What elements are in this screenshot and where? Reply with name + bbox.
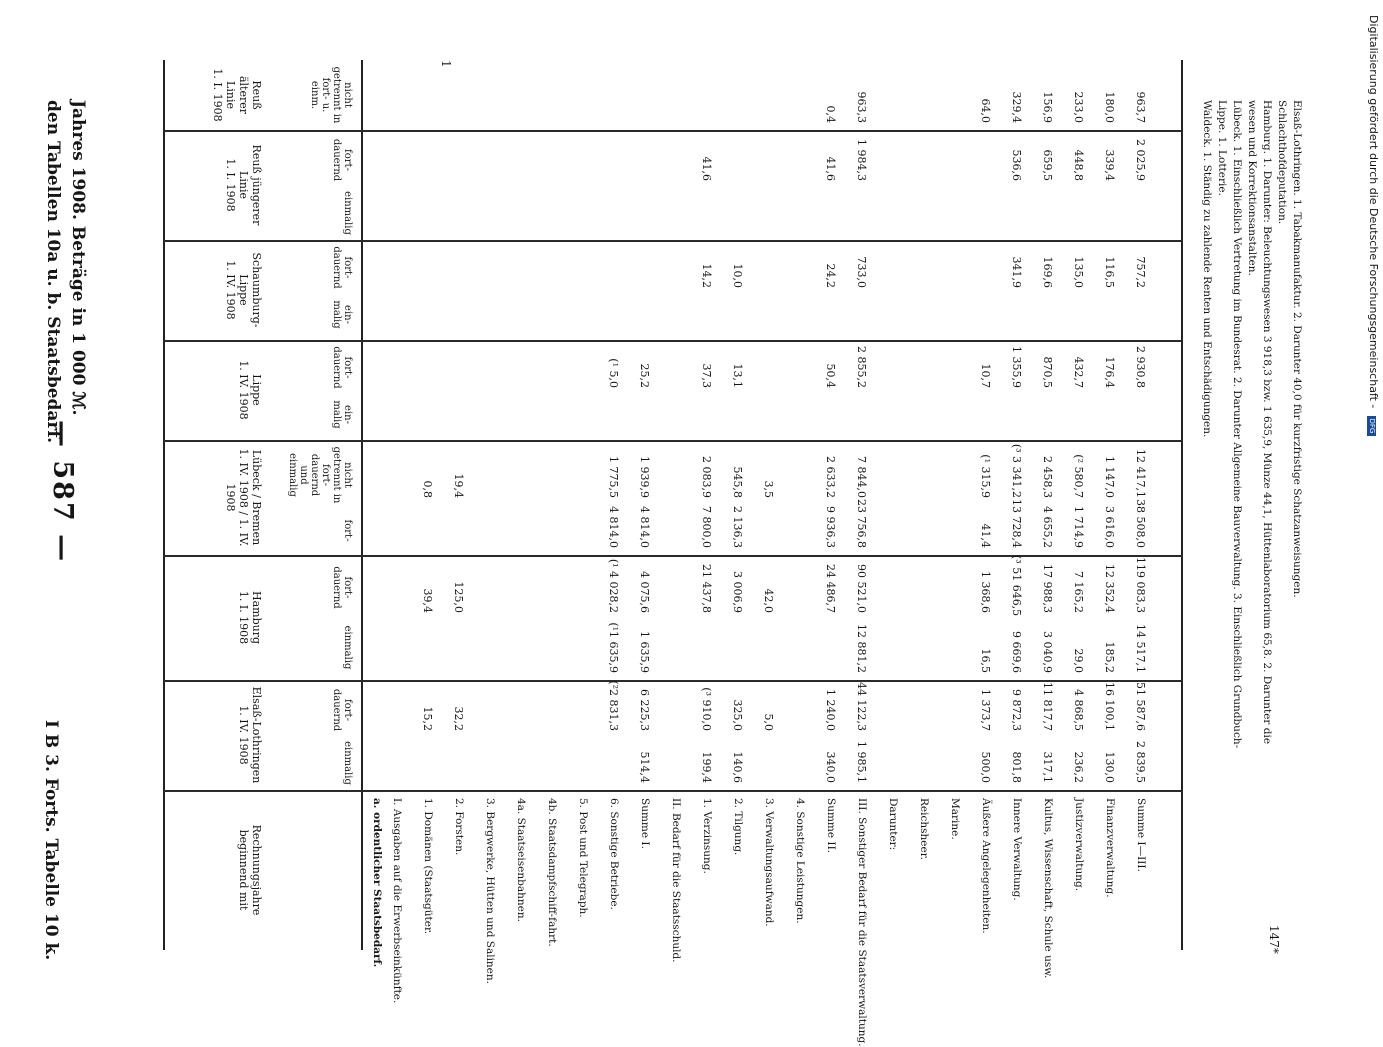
- table-title-left: den Tabellen 10a u. b. Staatsbedarf.: [43, 100, 63, 444]
- row-label: 3. Verwaltungsaufwand.: [763, 798, 775, 927]
- table-title-right: I B 3. Forts. Tabelle 10 k.: [41, 720, 61, 961]
- table-cell: 156,9: [1041, 91, 1054, 123]
- table-cell: 2 930,8: [1134, 346, 1147, 388]
- table-cell: 545,8: [731, 466, 744, 498]
- table-cell: 1 985,1: [855, 741, 868, 783]
- table-cell: 24,2: [824, 263, 837, 288]
- row-label: 1. Domänen (Staatsgüter.: [422, 798, 434, 935]
- table-cell: 329,4: [1010, 91, 1023, 123]
- table-cell: 9 872,3: [1010, 689, 1023, 731]
- col-head-schaumburg: Schaumburg-Lippe 1. IV. 1908: [224, 252, 263, 328]
- row-label: 2. Forsten.: [453, 798, 465, 856]
- table-cell: 1 635,9: [638, 631, 651, 673]
- table-cell: 233,0: [1072, 91, 1085, 123]
- row-label: Finanzverwaltung.: [1104, 798, 1116, 898]
- table-cell: 38 508,0: [1134, 499, 1147, 548]
- col-sub: fort-dauernd: [331, 138, 353, 182]
- col-sub: fort-dauernd: [331, 346, 353, 389]
- table-cell: 2 855,2: [855, 346, 868, 388]
- table-subtitle: Jahres 1908. Beträge in 1 000 ℳ.: [68, 100, 88, 416]
- table-cell: 500,0: [979, 751, 992, 783]
- row-label: Summe II.: [825, 798, 837, 854]
- table-cell: 64,0: [979, 98, 992, 123]
- table-cell: (¹ 5,0: [607, 358, 620, 388]
- table-cell: 13,1: [731, 363, 744, 388]
- col-sub: nicht getrennt in fort- u. einm.: [309, 66, 353, 124]
- table-cell: 23 756,8: [855, 499, 868, 548]
- table-cell: 2 839,5: [1134, 741, 1147, 783]
- table-cell: 25,2: [638, 363, 651, 388]
- table-cell: 801,8: [1010, 751, 1023, 783]
- page-bottom-right: 147*: [1267, 925, 1281, 954]
- table-cell: 1 368,6: [979, 571, 992, 613]
- table-cell: 16,5: [979, 648, 992, 673]
- table-cell: 733,0: [855, 256, 868, 288]
- table-cell: 7 165,2: [1072, 571, 1085, 613]
- col-sep-1: [163, 130, 1183, 132]
- row-label: I. Ausgaben auf die Erwerbseinkünfte.: [391, 798, 403, 1004]
- table-cell: 0,8: [421, 480, 434, 498]
- table-cell: 13 728,4: [1010, 499, 1023, 548]
- table-cell: 4 868,5: [1072, 689, 1085, 731]
- col-sub: einmalig: [342, 741, 353, 785]
- table-cell: 24 486,7: [824, 564, 837, 613]
- row-label: Summe I—III.: [1135, 798, 1147, 872]
- table-cell: 2 633,2: [824, 456, 837, 498]
- col-sep-4: [163, 440, 1183, 442]
- table-cell: 3 006,9: [731, 571, 744, 613]
- row-label: 3. Bergwerke, Hütten und Salinen.: [484, 798, 496, 985]
- table-cell: 536,6: [1010, 149, 1023, 181]
- table-cell: 1 984,3: [855, 139, 868, 181]
- col-sub: fort-: [342, 519, 353, 542]
- table-cell: 14,2: [700, 263, 713, 288]
- table-cell: 341,9: [1010, 256, 1023, 288]
- table-cell: (¹ 4 028,2: [607, 558, 620, 613]
- col-sub: nicht getrennt in fort-dauernd und einmalig: [287, 446, 353, 504]
- col-head-reuss-aelt: Reuß älterer Linie 1. I. 1908: [211, 68, 263, 122]
- bottom-rule: [1181, 60, 1183, 950]
- table-cell: 963,7: [1134, 91, 1147, 123]
- table-cell: 41,4: [979, 523, 992, 548]
- table-cell: 9 936,3: [824, 506, 837, 548]
- table-cell: 340,0: [824, 751, 837, 783]
- row-label: Innere Verwaltung.: [1011, 798, 1023, 901]
- col-sep-3: [163, 340, 1183, 342]
- table-cell: 870,5: [1041, 356, 1054, 388]
- row-label: Marine.: [949, 798, 961, 840]
- table-cell: 6 225,3: [638, 689, 651, 731]
- table-cell: 41,6: [700, 156, 713, 181]
- row-label: Reichsheer.: [918, 798, 930, 860]
- table-cell: 1 939,9: [638, 456, 651, 498]
- table-cell: (²2 831,3: [607, 680, 620, 731]
- table-cell: 1 373,7: [979, 689, 992, 731]
- row-label: Darunter:: [887, 798, 899, 851]
- table-cell: 51 587,6: [1134, 682, 1147, 731]
- col-sub: ein-malig: [331, 400, 353, 429]
- row-label: Justizverwaltung.: [1073, 798, 1085, 892]
- table-cell: 4 814,0: [638, 506, 651, 548]
- table-cell: 125,0: [452, 581, 465, 613]
- table-cell: 4 814,0: [607, 506, 620, 548]
- table-cell: 4 655,2: [1041, 506, 1054, 548]
- table-cell: 7 800,0: [700, 506, 713, 548]
- table-cell: (¹1 635,9: [607, 622, 620, 673]
- table-cell: 32,2: [452, 706, 465, 731]
- table-cell: 16 100,1: [1103, 682, 1116, 731]
- table-cell: 11 817,7: [1041, 682, 1054, 731]
- row-label: 4b. Staatsdampfschiff-fahrt.: [546, 798, 558, 947]
- footnote: Schlachthofdeputation.: [1276, 100, 1288, 225]
- table-cell: (³ 3 341,2: [1010, 443, 1023, 498]
- col-sub: fort-dauernd: [331, 246, 353, 289]
- table-cell: 432,7: [1072, 356, 1085, 388]
- table-cell: 1 355,9: [1010, 346, 1023, 388]
- col-sep-5: [163, 555, 1183, 557]
- table-cell: 1 775,5: [607, 456, 620, 498]
- table-cell: 37,3: [700, 363, 713, 388]
- table-cell: 4 075,6: [638, 571, 651, 613]
- row-label: 4a. Staatseisenbahnen.: [515, 798, 527, 922]
- table-cell: 116,5: [1103, 256, 1116, 288]
- col-sep-2: [163, 240, 1183, 242]
- table-cell: 2 136,3: [731, 506, 744, 548]
- table-cell: 119 083,3: [1134, 557, 1147, 613]
- table-cell: 50,4: [824, 363, 837, 388]
- table-cell: 757,2: [1134, 256, 1147, 288]
- table-cell: 1 714,9: [1072, 506, 1085, 548]
- footnote: wesen und Korrektionsanstalten.: [1246, 100, 1258, 276]
- table-cell: 12 881,2: [855, 624, 868, 673]
- table-cell: 2 025,9: [1134, 139, 1147, 181]
- col-head-elsass: Elsaß-Lothringen 1. IV. 1908: [237, 686, 263, 784]
- table-cell: 180,0: [1103, 91, 1116, 123]
- row-label: 4. Sonstige Leistungen.: [794, 798, 806, 924]
- table-cell: 41,6: [824, 156, 837, 181]
- table-cell: 236,2: [1072, 751, 1085, 783]
- table-cell: 3 040,9: [1041, 631, 1054, 673]
- footnote: Lübeck. 1. Einschließlich Vertretung im Bundesrat. 2. Darunter Allgemeine Bauverwaltung. 3. Einschließlich Grundbuch-: [1231, 100, 1243, 749]
- table-cell: 199,4: [700, 751, 713, 783]
- table-cell: (³ 51 646,5: [1010, 555, 1023, 617]
- table-cell: 12 417,1: [1134, 449, 1147, 498]
- table-cell: 10,0: [731, 263, 744, 288]
- col-sub: ein-malig: [331, 300, 353, 329]
- table-cell: 169,6: [1041, 256, 1054, 288]
- row-label: Äußere Angelegenheiten.: [980, 798, 992, 934]
- table-cell: 29,0: [1072, 648, 1085, 673]
- table-cell: 185,2: [1103, 641, 1116, 673]
- table-cell: 44 122,3: [855, 682, 868, 731]
- row-label: II. Bedarf für die Staatsschuld.: [670, 798, 682, 963]
- table-cell: 12 352,4: [1103, 564, 1116, 613]
- table-cell: 325,0: [731, 699, 744, 731]
- table-cell: 130,0: [1103, 751, 1116, 783]
- top-rule: [163, 60, 165, 950]
- table-cell: 3 616,0: [1103, 506, 1116, 548]
- table-cell: (² 580,7: [1072, 454, 1085, 498]
- table-cell: 19,4: [452, 473, 465, 498]
- margin-footer: [1367, 15, 1380, 432]
- table-cell: 14 517,1: [1134, 624, 1147, 673]
- page-bottom-number: 1: [439, 60, 453, 68]
- row-label: 6. Sonstige Betriebe.: [608, 798, 620, 910]
- col-sub: fort-dauernd: [331, 688, 353, 732]
- table-cell: 42,0: [762, 588, 775, 613]
- footnote: Lippe. 1. Lotterie.: [1216, 100, 1228, 196]
- table-cell: (³ 910,0: [700, 687, 713, 731]
- table-cell: 2 458,3: [1041, 456, 1054, 498]
- table-cell: 21 437,8: [700, 564, 713, 613]
- col-sub: fort-dauernd: [331, 566, 353, 609]
- dfg-logo: DFG: [1367, 416, 1376, 436]
- table-cell: 10,7: [979, 363, 992, 388]
- table-cell: 448,8: [1072, 149, 1085, 181]
- table-cell: 317,1: [1041, 751, 1054, 783]
- row-label: 1. Verzinsung.: [701, 798, 713, 874]
- col-sep-7: [163, 790, 1183, 792]
- col-sub: einmalig: [342, 625, 353, 670]
- table-cell: 17 988,3: [1041, 564, 1054, 613]
- table-cell: 135,0: [1072, 256, 1085, 288]
- table-cell: 514,4: [638, 751, 651, 783]
- table-cell: (¹ 315,9: [979, 454, 992, 498]
- table-cell: 339,4: [1103, 149, 1116, 181]
- footnote: Hamburg. 1. Darunter: Beleuchtungswesen 3 918,3 bzw. 1 635,9, Münze 44,1, Hüttenlaboratorium 65,8. 2. Darunter die: [1261, 100, 1273, 745]
- footnote: Elsaß-Lothringen. 1. Tabakmanufaktur. 2. Darunter 40,0 für kurzfristige Schatzanweisungen.: [1291, 100, 1303, 598]
- table-cell: 9 669,6: [1010, 631, 1023, 673]
- table-cell: 90 521,0: [855, 564, 868, 613]
- table-cell: 140,6: [731, 751, 744, 783]
- table-cell: 1 147,0: [1103, 456, 1116, 498]
- section-a-label: a. ordentlicher Staatsbedarf.: [371, 798, 383, 968]
- col-head-luebeck-bremen: Lübeck / Bremen 1. IV. 1908 / 1. IV. 1908: [224, 448, 263, 547]
- table-cell: 963,3: [855, 91, 868, 123]
- labels-header: Rechnungsjahre beginnend mit: [237, 824, 263, 916]
- table-cell: 7 844,0: [855, 456, 868, 498]
- col-head-reuss-jung: Reuß jüngerer Linie 1. I. 1908: [224, 144, 263, 226]
- table-cell: 0,4: [824, 105, 837, 123]
- table-cell: 39,4: [421, 588, 434, 613]
- table-cell: 5,0: [762, 713, 775, 731]
- row-label: 5. Post und Telegraph.: [577, 798, 589, 918]
- col-sub: einmalig: [342, 191, 353, 235]
- header-rule: [361, 60, 363, 950]
- row-label: Kultus, Wissenschaft, Schule usw.: [1042, 798, 1054, 979]
- row-label: Summe I.: [639, 798, 651, 849]
- table-cell: 176,4: [1103, 356, 1116, 388]
- table-cell: 2 083,9: [700, 456, 713, 498]
- margin-footer-text: Digitalisierung gefördert durch die Deutsche Forschungsgemeinschaft -: [1367, 15, 1380, 409]
- table-cell: 659,5: [1041, 149, 1054, 181]
- col-head-hamburg: Hamburg 1. I. 1908: [237, 590, 263, 645]
- table-cell: 3,5: [762, 480, 775, 498]
- row-label: III. Sonstiger Bedarf für die Staatsverwaltung.: [856, 798, 868, 1047]
- table-cell: 1 240,0: [824, 689, 837, 731]
- page-number: — 587 —: [47, 420, 78, 564]
- row-label: 2. Tilgung.: [732, 798, 744, 856]
- table-cell: 15,2: [421, 706, 434, 731]
- col-head-lippe: Lippe 1. IV. 1908: [237, 360, 263, 420]
- footnote: Waldeck. 1. Ständig zu zahlende Renten und Entschädigungen.: [1201, 100, 1213, 438]
- col-sep-6: [163, 680, 1183, 682]
